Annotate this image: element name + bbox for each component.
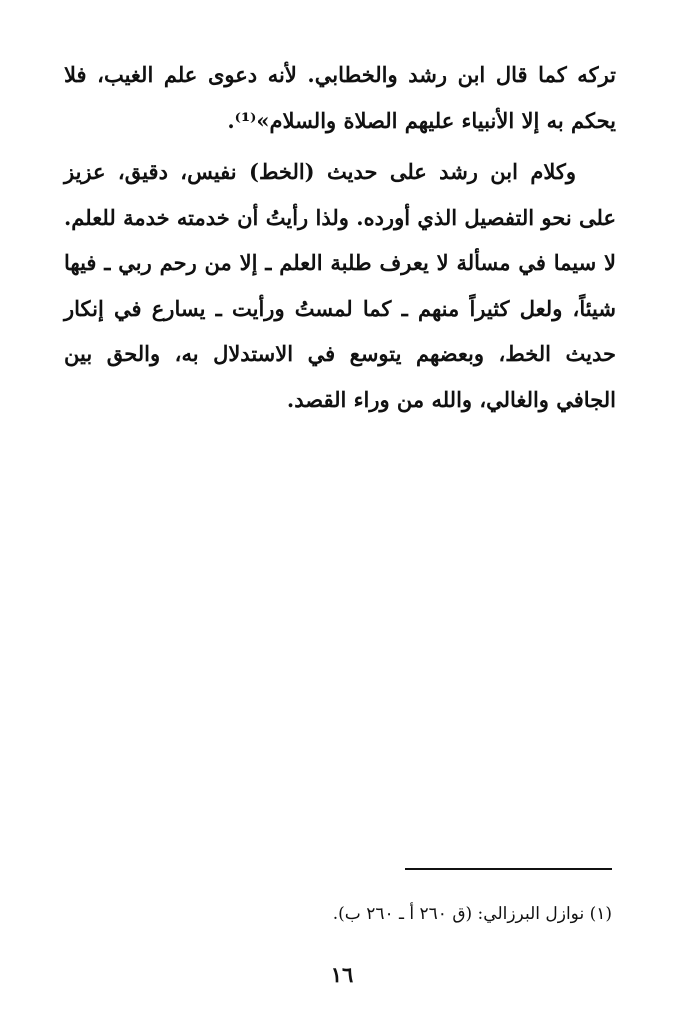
- footnote-divider: [405, 868, 612, 870]
- paragraph-commentary: وكلام ابن رشد على حديث (الخط) نفيس، دقيق، عزيز على نحو التفصيل الذي أورده. ولذا رأيتُ أن خدمته خدمة للعلم. لا سيما في مسألة لا يعرف طلبة العلم ـ إلا من رحم ربي ـ فيها شيئاً، ولعل كثيراً منهم ـ كما لمستُ ورأيت ـ يسارع في إنكار حديث الخط، وبعضهم يتوسع في الاستدلال به، والحق بين الجافي والغالي، والله من وراء القصد.: [64, 159, 616, 412]
- page-number: ١٦: [330, 962, 354, 987]
- main-text: [64, 52, 616, 422]
- footnote: (١) نوازل البرزالي: (ق ٢٦٠ أ ـ ٢٦٠ ب).: [332, 904, 612, 924]
- paragraph-quote-end: تركه كما قال ابن رشد والخطابي. لأنه دعوى علم الغيب، فلا يحكم به إلا الأنبياء عليهم الصلاة والسلام»⁽¹⁾.: [64, 62, 616, 133]
